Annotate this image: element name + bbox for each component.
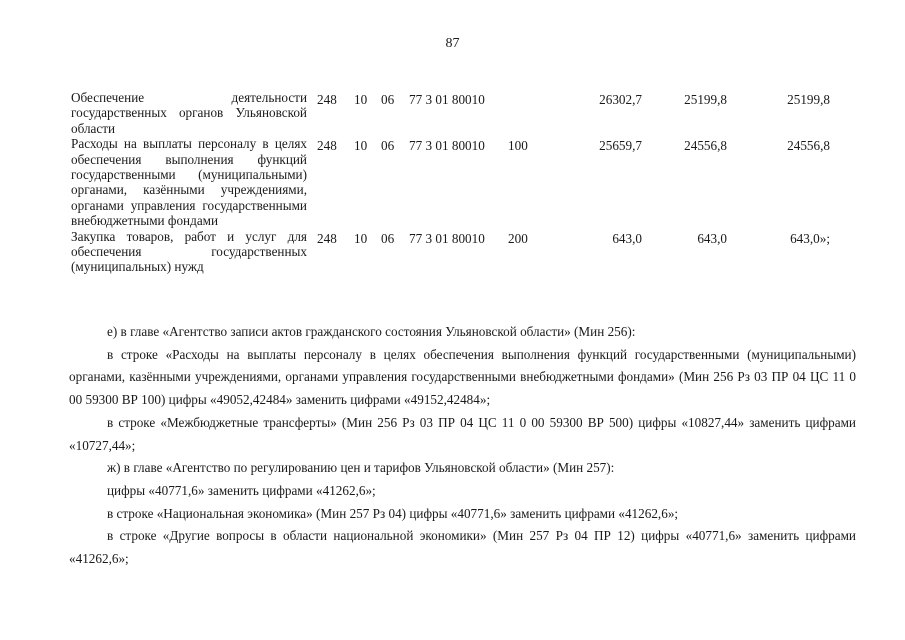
paragraph: цифры «40771,6» заменить цифрами «41262,6»;	[107, 482, 376, 498]
row-razdel: 10	[354, 230, 368, 246]
row-value-1: 26302,7	[599, 92, 642, 107]
row-podrazdel: 06	[381, 138, 395, 154]
amendment-text	[69, 321, 856, 571]
paragraph: в строке «Межбюджетные трансферты» (Мин 256 Рз 03 ПР 04 ЦС 11 0 00 59300 ВР 500) цифры «10827,44» заменить цифрами «10727,44»;	[69, 414, 856, 453]
paragraph: ж) в главе «Агентство по регулированию цен и тарифов Ульяновской области» (Мин 257):	[107, 460, 615, 476]
budget-table	[71, 90, 841, 275]
row-podrazdel: 06	[381, 230, 395, 246]
table-row	[71, 136, 841, 228]
row-csr: 77 3 01 80010	[409, 230, 485, 246]
page-number: 87	[445, 36, 460, 51]
row-name: Закупка товаров, работ и услуг для обеспечения государственных (муниципальных) нужд	[71, 228, 307, 275]
row-value-2: 24556,8	[684, 138, 727, 154]
row-value-3: 643,0»;	[790, 230, 830, 246]
paragraph: в строке «Национальная экономика» (Мин 257 Рз 04) цифры «40771,6» заменить цифрами «41262,6»;	[107, 505, 679, 521]
row-code: 248	[317, 138, 337, 154]
row-value-1: 643,0	[612, 230, 642, 246]
table-row	[71, 90, 841, 136]
row-code: 248	[317, 92, 337, 107]
paragraph: е) в главе «Агентство записи актов гражданского состояния Ульяновской области» (Мин 256):	[107, 324, 636, 339]
row-vr: 100	[508, 138, 528, 154]
row-value-1: 25659,7	[599, 138, 642, 154]
row-podrazdel: 06	[381, 92, 395, 107]
row-value-2: 25199,8	[684, 92, 727, 107]
row-vr: 200	[508, 230, 528, 246]
row-razdel: 10	[354, 92, 368, 107]
row-csr: 77 3 01 80010	[409, 138, 485, 154]
row-razdel: 10	[354, 138, 368, 154]
row-value-3: 24556,8	[787, 138, 830, 154]
paragraph: в строке «Другие вопросы в области национальной экономики» (Мин 257 Рз 04 ПР 12) цифры «40771,6» заменить цифрами «41262,6»;	[69, 528, 856, 567]
row-code: 248	[317, 230, 337, 246]
table-row	[71, 229, 841, 275]
row-csr: 77 3 01 80010	[409, 92, 485, 107]
row-name: Расходы на выплаты персоналу в целях обеспечения выполнения функций государственными (муниципальными) органами, казёнными учреждениями, органами управления государственными внебюджетными фондами	[71, 136, 307, 229]
row-value-3: 25199,8	[787, 92, 830, 107]
row-value-2: 643,0	[697, 230, 727, 246]
paragraph: в строке «Расходы на выплаты персоналу в целях обеспечения выполнения функций государственными (муниципальными) органами, казёнными учреждениями, органами управления государственными внебюджетными фондами» (Мин 256 Рз 03 ПР 04 ЦС 11 0 00 59300 ВР 100) цифры «49052,42484» заменить цифрами «49152,42484»;	[69, 346, 856, 408]
row-name: Обеспечение деятельности государственных органов Ульяновской области	[71, 90, 307, 136]
